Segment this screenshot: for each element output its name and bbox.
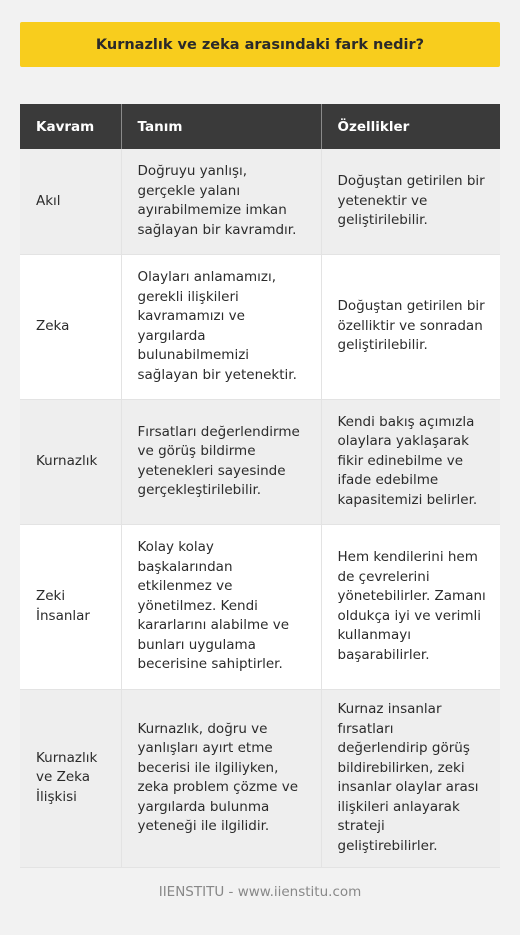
header-tanim: Tanım: [121, 104, 321, 149]
term-cell: Zeki İnsanlar: [20, 524, 121, 689]
footer-credit: IIENSTITU - www.iienstitu.com: [158, 884, 362, 900]
features-cell: Doğuştan getirilen bir özelliktir ve sonradan geliştirilebilir.: [321, 254, 500, 399]
definition-cell: Fırsatları değerlendirme ve görüş bildirme yetenekleri sayesinde gerçekleştirilebilir.: [121, 399, 321, 524]
table-row: [20, 689, 500, 867]
header-ozellikler: Özellikler: [321, 104, 500, 149]
table-row: [20, 149, 500, 254]
definition-cell: Doğruyu yanlışı, gerçekle yalanı ayırabilmemize imkan sağlayan bir kavramdır.: [121, 149, 321, 254]
table-row: [20, 399, 500, 524]
table-row: [20, 524, 500, 689]
definition-cell: Kolay kolay başkalarından etkilenmez ve yönetilmez. Kendi kararlarını alabilme ve bunları uygulama becerisine sahiptirler.: [121, 524, 321, 689]
features-cell: Kurnaz insanlar fırsatları değerlendirip görüş bildirebilirken, zeki insanlar olaylar arası ilişkileri anlayarak strateji geliştirebilirler.: [321, 689, 500, 867]
title-banner: [20, 22, 500, 67]
table-header-row: [20, 104, 500, 149]
term-cell: Kurnazlık ve Zeka İlişkisi: [20, 689, 121, 867]
table-row: [20, 254, 500, 399]
definition-cell: Kurnazlık, doğru ve yanlışları ayırt etme becerisi ile ilgiliyken, zeka problem çözme ve yargılarda bulunma yeteneği ile ilgilidir.: [121, 689, 321, 867]
page-title: Kurnazlık ve zeka arasındaki fark nedir?: [95, 36, 425, 53]
term-cell: Kurnazlık: [20, 399, 121, 524]
term-cell: Zeka: [20, 254, 121, 399]
features-cell: Kendi bakış açımızla olaylara yaklaşarak fikir edinebilme ve ifade edebilme kapasitemizi belirler.: [321, 399, 500, 524]
header-kavram: Kavram: [20, 104, 121, 149]
definition-cell: Olayları anlamamızı, gerekli ilişkileri kavramamızı ve yargılarda bulunabilmemizi sağlayan bir yetenektir.: [121, 254, 321, 399]
comparison-table: [20, 104, 500, 868]
features-cell: Hem kendilerini hem de çevrelerini yönetebilirler. Zamanı oldukça iyi ve verimli kullanmayı başarabilirler.: [321, 524, 500, 689]
term-cell: Akıl: [20, 149, 121, 254]
features-cell: Doğuştan getirilen bir yetenektir ve geliştirilebilir.: [321, 149, 500, 254]
